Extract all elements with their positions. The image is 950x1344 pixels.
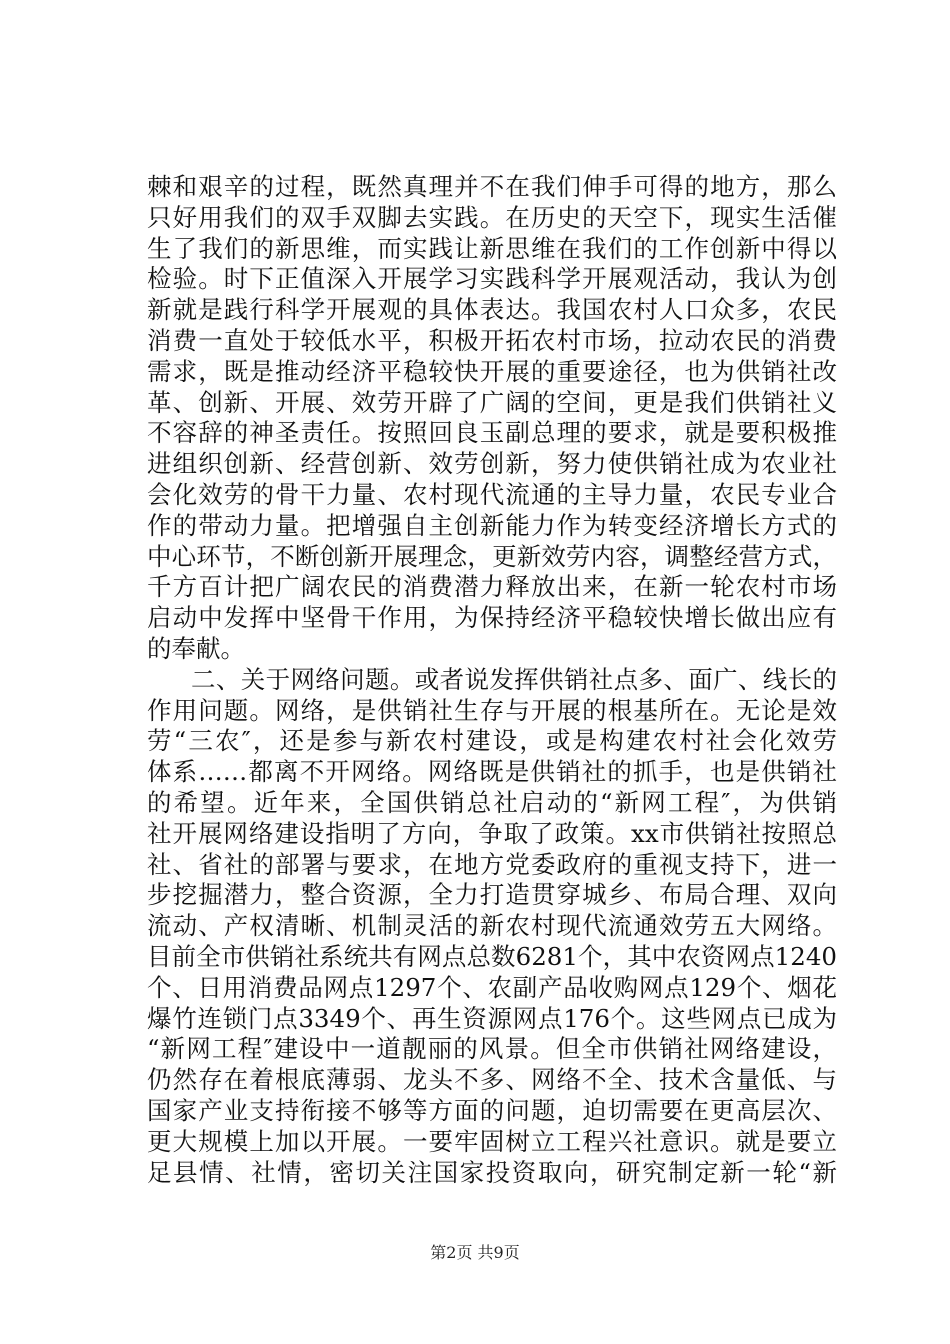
text-line: 中心环节，不断创新开展理念，更新效劳内容，调整经营方式， [147, 541, 837, 571]
text-line: 革、创新、开展、效劳开辟了广阔的空间，更是我们供销社义 [147, 387, 837, 417]
text-line: 步挖掘潜力，整合资源，全力打造贯穿城乡、布局合理、双向 [147, 880, 837, 910]
text-line: 爆竹连锁门点3349个、再生资源网点176个。这些网点已成为 [147, 1003, 837, 1033]
text-line: 社开展网络建设指明了方向，争取了政策。xx市供销社按照总 [147, 818, 837, 848]
text-line: 作的带动力量。把增强自主创新能力作为转变经济增长方式的 [147, 510, 837, 540]
text-line: 新就是践行科学开展观的具体表达。我国农村人口众多，农民 [147, 295, 837, 325]
text-line: 需求，既是推动经济平稳较快开展的重要途径，也为供销社改 [147, 356, 837, 386]
text-line: 国家产业支持衔接不够等方面的问题，迫切需要在更高层次、 [147, 1095, 837, 1125]
text-line: 作用问题。网络，是供销社生存与开展的根基所在。无论是效 [147, 695, 837, 725]
text-line: 会化效劳的骨干力量、农村现代流通的主导力量，农民专业合 [147, 479, 837, 509]
text-line: 更大规模上加以开展。一要牢固树立工程兴社意识。就是要立 [147, 1126, 837, 1156]
text-line: 社、省社的部署与要求，在地方党委政府的重视支持下，进一 [147, 849, 837, 879]
text-line: 足县情、社情，密切关注国家投资取向，研究制定新一轮“新 [147, 1157, 837, 1187]
text-line: 目前全市供销社系统共有网点总数6281个，其中农资网点1240 [147, 941, 837, 971]
text-line: 只好用我们的双手双脚去实践。在历史的天空下，现实生活催 [147, 202, 837, 232]
text-line: 生了我们的新思维，而实践让新思维在我们的工作创新中得以 [147, 233, 837, 263]
text-line: 不容辞的神圣责任。按照回良玉副总理的要求，就是要积极推 [147, 418, 837, 448]
text-line: “新网工程″建设中一道靓丽的风景。但全市供销社网络建设， [147, 1034, 837, 1064]
text-line: 启动中发挥中坚骨干作用，为保持经济平稳较快增长做出应有 [147, 603, 837, 633]
text-line: 消费一直处于较低水平，积极开拓农村市场，拉动农民的消费 [147, 325, 837, 355]
text-line: 二、关于网络问题。或者说发挥供销社点多、面广、线长的 [191, 664, 837, 694]
text-line: 千方百计把广阔农民的消费潜力释放出来，在新一轮农村市场 [147, 572, 837, 602]
text-line: 体系……都离不开网络。网络既是供销社的抓手，也是供销社 [147, 757, 837, 787]
page-number-footer: 第2页 共9页 [430, 1243, 520, 1262]
text-line: 的奉献。 [147, 633, 245, 663]
text-line: 检验。时下正值深入开展学习实践科学开展观活动，我认为创 [147, 264, 837, 294]
text-line: 个、日用消费品网点1297个、农副产品收购网点129个、烟花 [147, 972, 837, 1002]
text-line: 棘和艰辛的过程，既然真理并不在我们伸手可得的地方，那么 [147, 172, 837, 201]
text-line: 流动、产权清晰、机制灵活的新农村现代流通效劳五大网络。 [147, 911, 837, 941]
text-line: 的希望。近年来，全国供销总社启动的“新网工程″，为供销 [147, 787, 837, 817]
text-line: 劳“三农″，还是参与新农村建设，或是构建农村社会化效劳 [147, 726, 837, 756]
text-line: 进组织创新、经营创新、效劳创新，努力使供销社成为农业社 [147, 449, 837, 479]
text-line: 仍然存在着根底薄弱、龙头不多、网络不全、技术含量低、与 [147, 1065, 837, 1095]
body-text [147, 172, 837, 1188]
